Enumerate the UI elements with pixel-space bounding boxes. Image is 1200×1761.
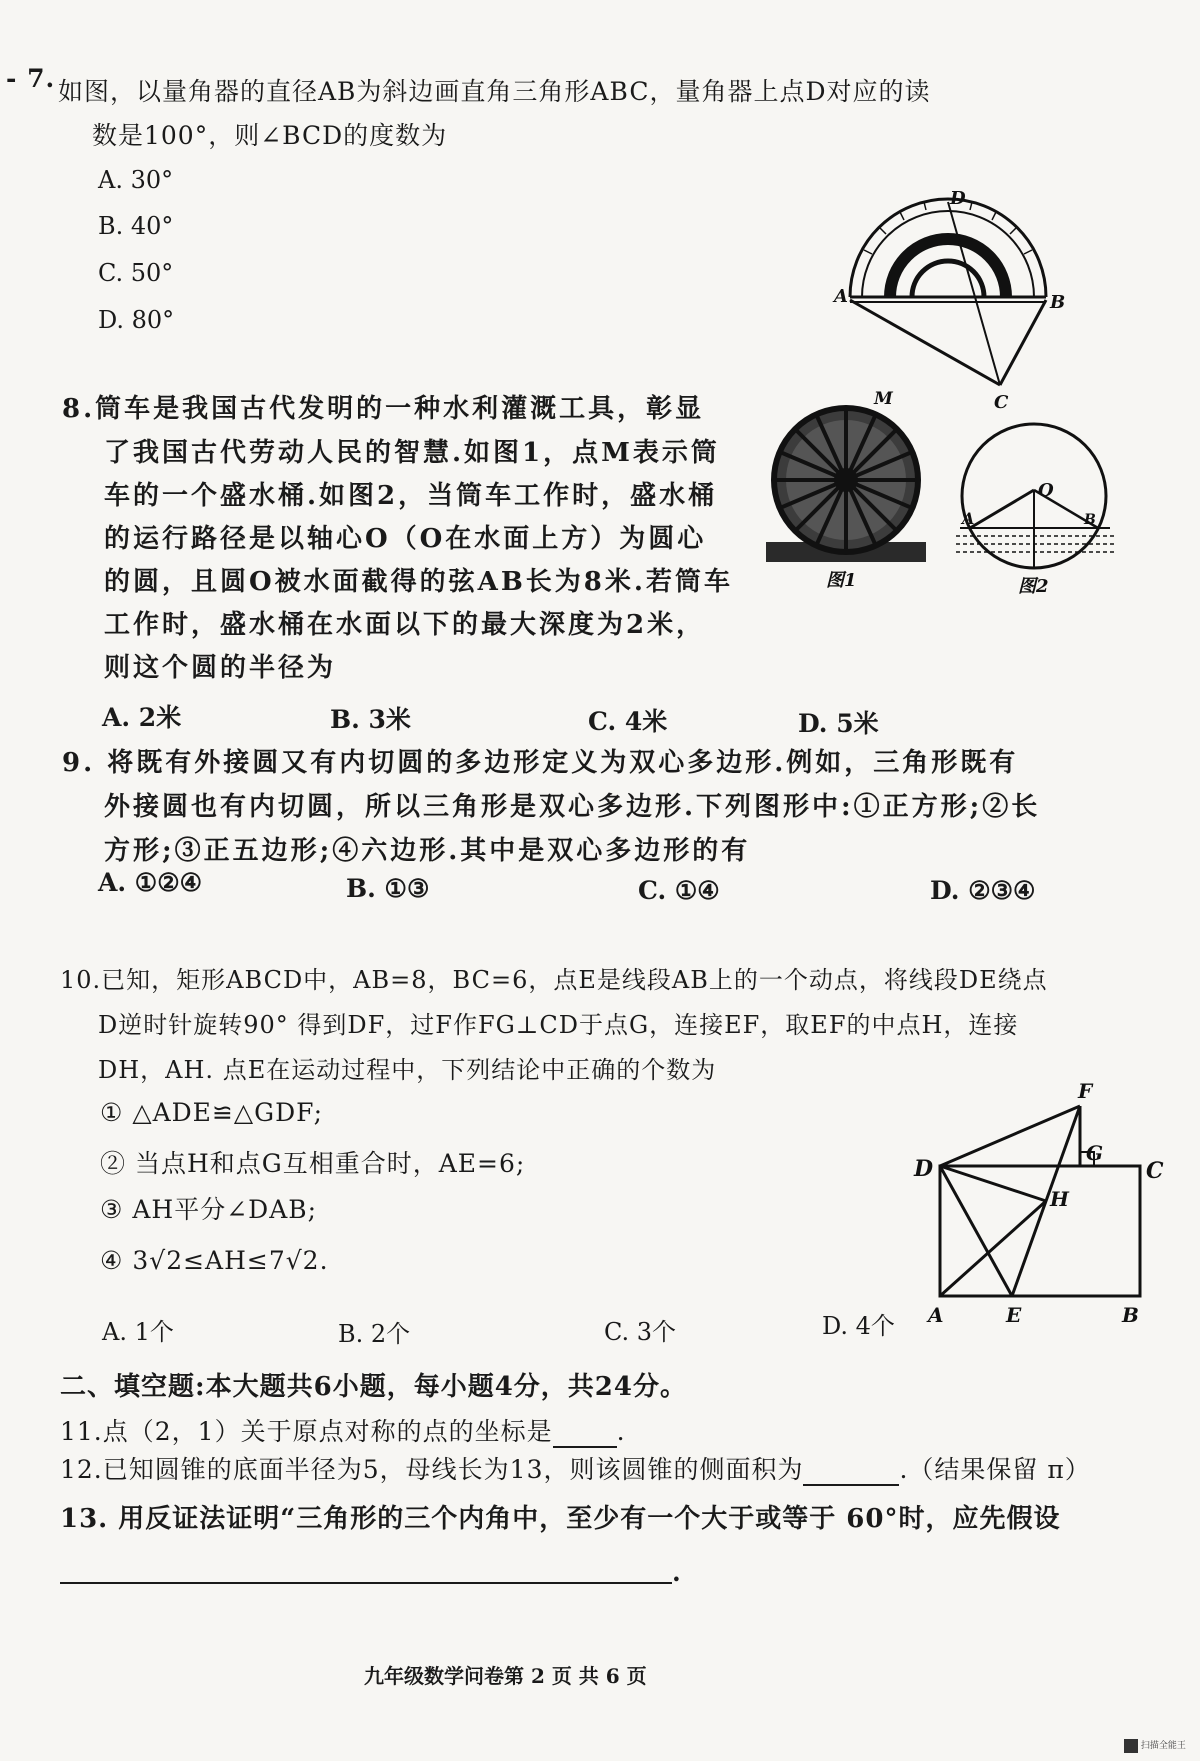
q10-label-h: H bbox=[1050, 1187, 1069, 1211]
q11-end: . bbox=[616, 1417, 626, 1446]
q10-option-a: A. 1个 bbox=[102, 1318, 174, 1346]
q10-option-c: C. 3个 bbox=[604, 1318, 677, 1346]
q7-label-a: A bbox=[834, 286, 848, 307]
q8-fig2-caption: 图2 bbox=[1018, 576, 1049, 597]
q7-label-c: C bbox=[994, 392, 1009, 413]
q10-statement-1: ① △ADE≌△GDF; bbox=[100, 1098, 323, 1127]
q9-option-b: B. ①③ bbox=[346, 874, 430, 903]
q7-option-b: B. 40° bbox=[98, 212, 174, 240]
q9-option-d: D. ②③④ bbox=[930, 876, 1036, 905]
q7-protractor-figure bbox=[834, 188, 1070, 413]
q11-answer-blank[interactable] bbox=[553, 1417, 617, 1448]
q10-option-b: B. 2个 bbox=[338, 1320, 411, 1348]
q8-option-c: C. 4米 bbox=[588, 707, 668, 736]
scanner-watermark-text: 扫描全能王 bbox=[1140, 1741, 1186, 1751]
q7-option-a: A. 30° bbox=[98, 166, 174, 194]
q8-fig1-caption: 图1 bbox=[826, 570, 857, 591]
q10-label-a: A bbox=[928, 1303, 944, 1327]
q10-label-f: F bbox=[1078, 1079, 1093, 1103]
q11-text: 11.点（2，1）关于原点对称的点的坐标是 bbox=[60, 1417, 553, 1446]
q10-statement-3: ③ AH平分∠DAB; bbox=[100, 1195, 318, 1224]
q8-water-wheel-figure bbox=[766, 389, 926, 592]
q9-line: 外接圆也有内切圆，所以三角形是双心多边形.下列图形中:①正方形;②长 bbox=[104, 792, 1041, 822]
page-footer: 九年级数学问卷第 2 页 共 6 页 bbox=[364, 1664, 647, 1688]
q8-circle-figure bbox=[950, 420, 1120, 600]
q10-label-c: C bbox=[1146, 1158, 1164, 1184]
q8-fig2-label-b: B bbox=[1084, 512, 1096, 528]
q10-statement-4: ④ 3√2≤AH≤7√2. bbox=[100, 1246, 329, 1275]
q12-answer-blank[interactable] bbox=[803, 1455, 899, 1486]
q12-text: 12.已知圆锥的底面半径为5，母线长为13，则该圆锥的侧面积为 bbox=[60, 1455, 804, 1484]
q10-statement-2: ② 当点H和点G互相重合时，AE=6; bbox=[100, 1149, 526, 1178]
q10-label-d: D bbox=[914, 1156, 934, 1182]
q8-line: 工作时，盛水桶在水面以下的最大深度为2米， bbox=[104, 610, 706, 640]
q13-end: . bbox=[672, 1558, 682, 1587]
q9-line: 方形;③正五边形;④六边形.其中是双心多边形的有 bbox=[104, 836, 751, 866]
scanner-watermark bbox=[1124, 1738, 1186, 1753]
q10-label-e: E bbox=[1006, 1303, 1022, 1327]
qr-icon bbox=[1124, 1739, 1138, 1753]
q9-option-a: A. ①②④ bbox=[98, 868, 203, 897]
q8-option-b: B. 3米 bbox=[330, 705, 411, 734]
q9-option-c: C. ①④ bbox=[638, 876, 720, 905]
q8-line: 则这个圆的半径为 bbox=[104, 653, 337, 683]
q10-label-b: B bbox=[1122, 1303, 1139, 1327]
q10-option-d: D. 4个 bbox=[822, 1312, 895, 1340]
q13-answer-blank[interactable] bbox=[60, 1580, 672, 1584]
question-marker: - 7. bbox=[6, 64, 56, 93]
q7-line1: 如图，以量角器的直径AB为斜边画直角三角形ABC，量角器上点D对应的读 bbox=[58, 77, 931, 106]
section2-heading: 二、填空题:本大题共6小题，每小题4分，共24分。 bbox=[60, 1372, 687, 1402]
q7-label-d: D bbox=[950, 188, 966, 209]
q8-option-a: A. 2米 bbox=[102, 703, 182, 732]
q8-line: 的圆，且圆O被水面截得的弦AB长为8米.若筒车 bbox=[104, 567, 733, 597]
q8-fig2-label-a: A bbox=[962, 509, 975, 528]
q8-line: 的运行路径是以轴心O（O在水面上方）为圆心 bbox=[104, 524, 707, 554]
q13-text: 13. 用反证法证明“三角形的三个内角中，至少有一个大于或等于 60°时，应先假设 bbox=[60, 1504, 1061, 1534]
q10-line: D逆时针旋转90° 得到DF，过F作FG⊥CD于点G，连接EF，取EF的中点H，连接 bbox=[98, 1011, 1019, 1039]
q7-label-b: B bbox=[1050, 292, 1066, 313]
q10-line: DH，AH. 点E在运动过程中，下列结论中正确的个数为 bbox=[98, 1056, 717, 1084]
q8-option-d: D. 5米 bbox=[798, 709, 879, 738]
q8-fig2-label-o: O bbox=[1038, 480, 1054, 501]
q12-end: .（结果保留 π） bbox=[899, 1455, 1091, 1484]
q8-fig1-label-m: M bbox=[874, 389, 893, 409]
q7-line2: 数是100°，则∠BCD的度数为 bbox=[92, 121, 448, 150]
q12 bbox=[60, 1450, 1091, 1486]
q7-option-d: D. 80° bbox=[98, 306, 175, 334]
q10-rectangle-figure bbox=[910, 1079, 1170, 1327]
q8-line: 车的一个盛水桶.如图2，当筒车工作时，盛水桶 bbox=[104, 481, 718, 511]
q8-line: 了我国古代劳动人民的智慧.如图1，点M表示筒 bbox=[104, 438, 720, 468]
q8-line: 8.筒车是我国古代发明的一种水利灌溉工具，彰显 bbox=[62, 394, 705, 424]
q11 bbox=[60, 1412, 626, 1448]
q7-option-c: C. 50° bbox=[98, 259, 174, 287]
q10-label-g: G bbox=[1086, 1141, 1104, 1165]
q10-line: 10.已知，矩形ABCD中，AB=8，BC=6，点E是线段AB上的一个动点，将线段DE绕点 bbox=[60, 966, 1048, 994]
q9-line: 9. 将既有外接圆又有内切圆的多边形定义为双心多边形.例如，三角形既有 bbox=[62, 748, 1019, 778]
